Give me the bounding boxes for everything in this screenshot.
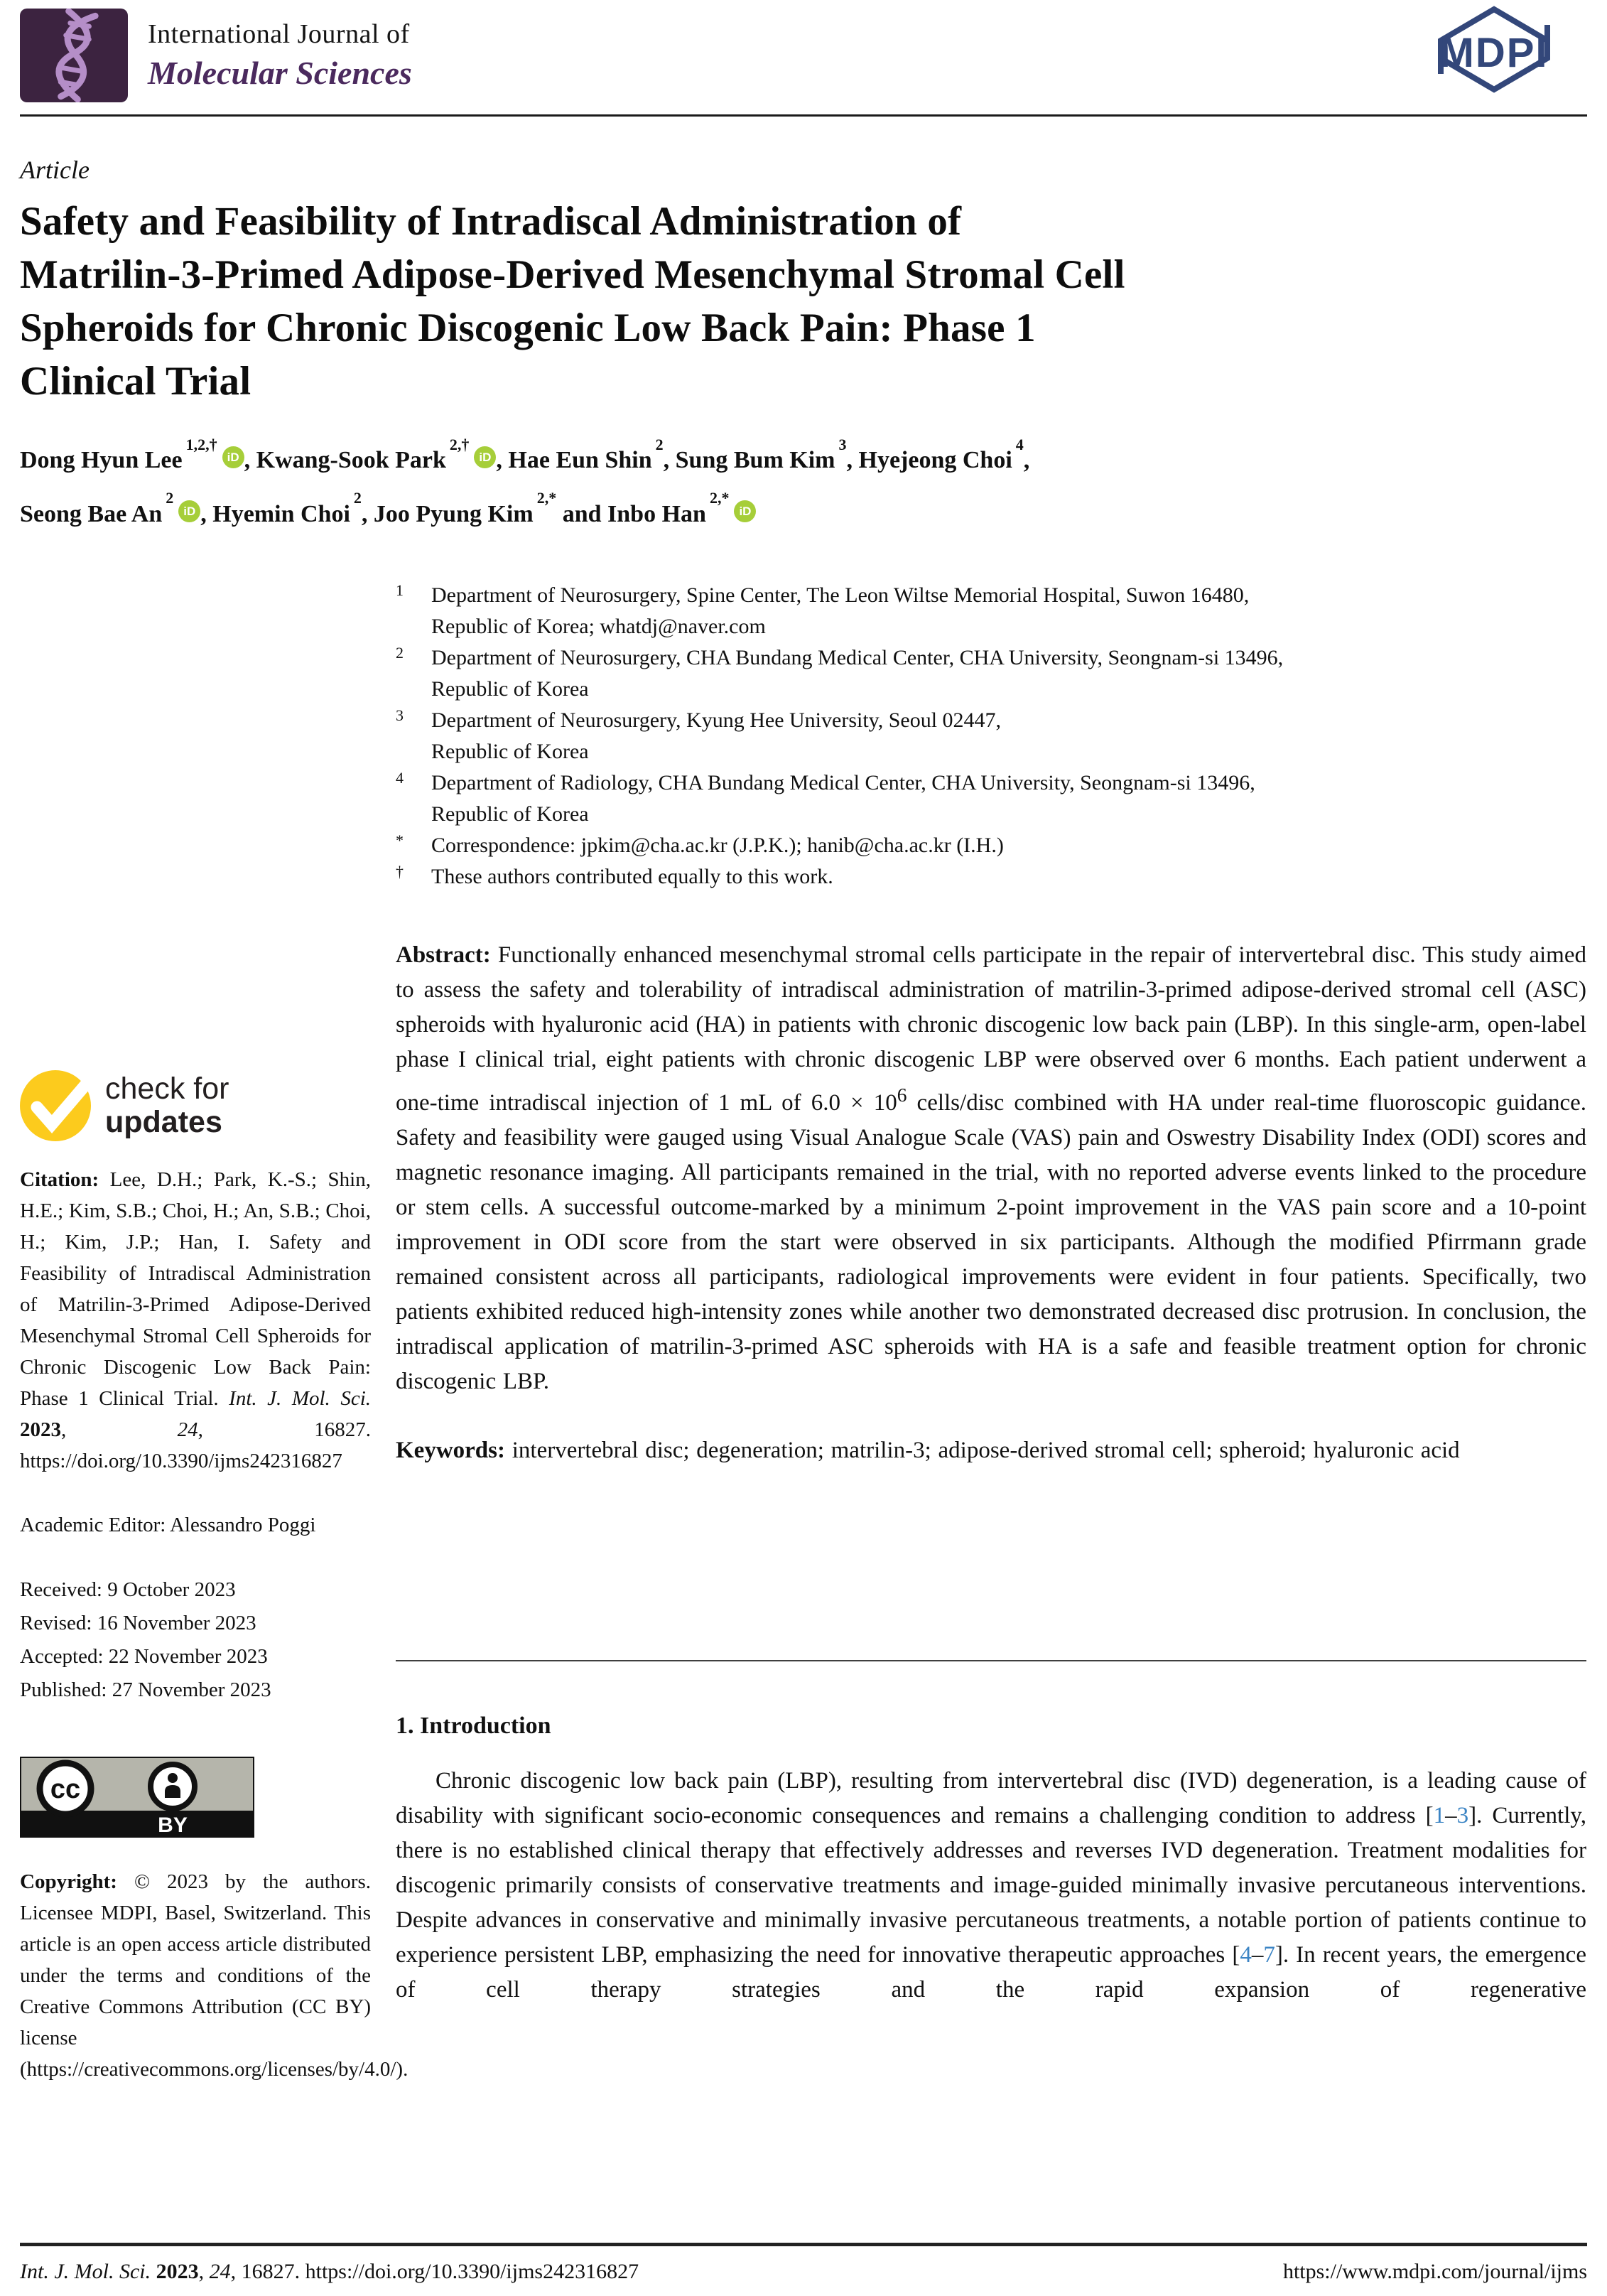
affiliation-text: Department of Radiology, CHA Bundang Medical Center, CHA University, Seongnam-si 13496, Republic of Korea: [431, 771, 1255, 826]
svg-text:cc: cc: [50, 1774, 81, 1804]
article-history: [20, 1573, 371, 1707]
footer-journal-url[interactable]: https://www.mdpi.com/journal/ijms: [1282, 2260, 1587, 2283]
affiliation-marker: 2: [396, 644, 404, 662]
affiliation-row: [396, 580, 1575, 642]
academic-editor: Academic Editor: Alessandro Poggi: [20, 1514, 316, 1536]
equal-contribution-row: [396, 861, 1575, 893]
orcid-icon[interactable]: iD: [734, 500, 756, 522]
paper-title: [20, 195, 1594, 408]
crossmark-check-icon: [20, 1069, 94, 1143]
author-list: [20, 431, 1594, 538]
abstract: Abstract: Functionally enhanced mesenchymal stromal cells participate in the repair of intervertebral disc. This study aimed to assess the safety and tolerability of intradiscal administration of matrilin-3-primed adipose-derived stromal cell (ASC) spheroids with hyaluronic acid (HA) in patients with chronic discogenic low back pain (LBP). In this single-arm, open-label phase I clinical trial, eight patients with chronic discogenic LBP were observed over 6 months. Each patient underwent a one-time intradiscal injection of 1 mL of $6.0 \times 10^6$ cells/disc combined with HA under real-time fluoroscopic guidance. Safety and feasibility were gauged using Visual Analogue Scale (VAS) pain and Oswestry Disability Index (ODI) scores and magnetic resonance imaging. All participants remained in the trial, with no reported adverse events linked to the procedure or stem cells. A successful outcome-marked by a minimum 2-point improvement in the VAS pain score and a 10-point improvement in ODI score from the start were observed in six participants. Although the modified Pfirrmann grade remained consistent across all participants, radiological improvements were evident in four patients. Specifically, two patients exhibited reduced high-intensity zones while another two demonstrated decreased disc protrusion. In conclusion, the intradiscal application of matrilin-3-primed ASC spheroids with HA is a safe and feasible treatment option for chronic discogenic LBP.: [396, 942, 1586, 1394]
title-line: Matrilin-3-Primed Adipose-Derived Mesenchymal Stromal Cell: [20, 252, 1125, 297]
reference-link[interactable]: 1: [1433, 1803, 1446, 1828]
introduction-heading: 1. Introduction: [396, 1713, 551, 1739]
equal-contribution-marker: †: [396, 863, 404, 880]
journal-logo: [20, 9, 128, 102]
header-divider: [20, 114, 1587, 117]
title-line: Clinical Trial: [20, 359, 251, 404]
cc-by-license-badge[interactable]: [20, 1757, 254, 1838]
footer-citation: Int. J. Mol. Sci. 2023, 24, 16827. https://doi.org/10.3390/ijms242316827: [20, 2260, 639, 2283]
author: and Inbo Han$^{2,*}$iD: [556, 501, 756, 527]
published-date: Published: 27 November 2023: [20, 1678, 271, 1701]
introduction-paragraph: Chronic discogenic low back pain (LBP), resulting from intervertebral disc (IVD) degeneration, is a leading cause of disability with significant socio-economic consequences and remains a challenging condition to address [1–3]. Currently, there is no established clinical therapy that effectively addresses and reverses IVD degeneration. Treatment modalities for discogenic primarily consists of conservative treatments and image-guided minimally invasive percutaneous interventions. Despite advances in conservative and minimally invasive percutaneous treatments, a notable portion of patients continue to experience persistent LBP, emphasizing the need for innovative therapeutic approaches [4–7]. In recent years, the emergence of cell therapy strategies and the rapid expansion of regenerative: [396, 1768, 1587, 2003]
mdpi-logo: [1401, 3, 1587, 97]
author: , Hae Eun Shin$^2$: [496, 436, 664, 474]
affiliation-text: Department of Neurosurgery, Spine Center, The Leon Wiltse Memorial Hospital, Suwon 16480, Republic of Korea; whatdj@naver.com: [431, 583, 1250, 638]
check-for-updates-badge[interactable]: [20, 1069, 371, 1143]
footer-divider: [20, 2243, 1587, 2246]
affiliation-row: [396, 642, 1575, 705]
article-type-label: Article: [20, 156, 90, 184]
author: , Kwang-Sook Park$^{2,\dagger}$iD: [244, 447, 497, 473]
correspondence-text: Correspondence: jpkim@cha.ac.kr (J.P.K.); hanib@cha.ac.kr (I.H.): [431, 834, 1004, 857]
citation-label: Citation:: [20, 1168, 110, 1191]
introduction-section: [396, 1660, 1586, 2007]
affiliation-marker: 3: [396, 706, 404, 724]
revised-date: Revised: 16 November 2023: [20, 1612, 256, 1634]
keywords-label: Keywords:: [396, 1438, 512, 1463]
reference-link[interactable]: 4: [1240, 1942, 1252, 1968]
accepted-date: Accepted: 22 November 2023: [20, 1645, 268, 1668]
abstract-column: [396, 938, 1586, 1468]
author: , Joo Pyung Kim$^{2,*}$: [361, 489, 557, 527]
mdpi-logo-text: MDPI: [1439, 30, 1549, 76]
abstract-label: Abstract:: [396, 942, 498, 968]
affiliation-text: Department of Neurosurgery, CHA Bundang Medical Center, CHA University, Seongnam-si 13496, Republic of Korea: [431, 646, 1284, 701]
affiliation-row: [396, 705, 1575, 767]
dna-helix-icon: [20, 9, 128, 102]
reference-link[interactable]: 3: [1456, 1803, 1469, 1828]
keywords: Keywords: intervertebral disc; degeneration; matrilin-3; adipose-derived stromal cell; spheroid; hyaluronic acid: [396, 1438, 1460, 1463]
journal-name-line2: Molecular Sciences: [148, 55, 412, 91]
affiliation-marker: 4: [396, 769, 404, 787]
citation-doi: , 16827. https://doi.org/10.3390/ijms242316827: [20, 1418, 371, 1472]
author: , Hyejeong Choi$^4$: [846, 436, 1024, 474]
equal-contribution-text: These authors contributed equally to this work.: [431, 865, 833, 888]
orcid-icon[interactable]: iD: [222, 446, 244, 468]
author-line-1: Dong Hyun Lee$^{1,2,\dagger}$iD , Kwang-Sook Park$^{2,\dagger}$iD , Hae Eun Shin$^2$, Sung Bum Kim$^3$, Hyejeong Choi$^4$,: [20, 436, 1030, 474]
svg-text:BY: BY: [158, 1813, 188, 1837]
copyright-label: Copyright:: [20, 1870, 134, 1893]
copyright-notice: Copyright: © 2023 by the authors. Licensee MDPI, Basel, Switzerland. This article is an open access article distributed under the terms and conditions of the Creative Commons Attribution (CC BY) license (https://creativecommons.org/licenses/by/4.0/).: [20, 1870, 408, 2081]
reference-link[interactable]: 7: [1263, 1942, 1275, 1968]
orcid-icon[interactable]: iD: [474, 446, 496, 468]
correspondence-marker: *: [396, 831, 404, 849]
correspondence-row: [396, 830, 1575, 861]
author-line-2: [20, 484, 1594, 537]
footer-doi-link[interactable]: , 16827. https://doi.org/10.3390/ijms242316827: [230, 2260, 639, 2283]
section-divider: [396, 1660, 1586, 1661]
crossmark-label: check for updates: [105, 1072, 229, 1139]
sidebar: [20, 1069, 408, 2085]
affiliation-list: [396, 580, 1575, 893]
footer: [20, 2260, 1587, 2284]
title-line: Spheroids for Chronic Discogenic Low Back Pain: Phase 1: [20, 306, 1036, 350]
author: Dong Hyun Lee$^{1,2,\dagger}$iD: [20, 447, 244, 473]
affiliation-row: [396, 767, 1575, 830]
affiliation-marker: 1: [396, 581, 404, 599]
orcid-icon[interactable]: iD: [178, 500, 200, 522]
journal-name: [148, 18, 412, 92]
author: , Sung Bum Kim$^3$: [663, 436, 847, 474]
title-line: Safety and Feasibility of Intradiscal Administration of: [20, 199, 962, 244]
citation-block: Citation: Lee, D.H.; Park, K.-S.; Shin, H.E.; Kim, S.B.; Choi, H.; An, S.B.; Choi, H.; Kim, J.P.; Han, I. Safety and Feasibility of Intradiscal Administration of Matrilin-3-Primed Adipose-Derived Mesenchymal Stromal Cell Spheroids for Chronic Discogenic Low Back Pain: Phase 1 Clinical Trial. Int. J. Mol. Sci. 2023, 24, 16827. https://doi.org/10.3390/ijms242316827: [20, 1168, 371, 1472]
affiliation-text: Department of Neurosurgery, Kyung Hee University, Seoul 02447, Republic of Korea: [431, 708, 1002, 763]
author: Seong Bae An$^2$iD: [20, 501, 200, 527]
received-date: Received: 9 October 2023: [20, 1578, 236, 1601]
journal-name-line1: International Journal of: [148, 19, 410, 49]
author: , Hyemin Choi$^2$: [200, 489, 362, 527]
